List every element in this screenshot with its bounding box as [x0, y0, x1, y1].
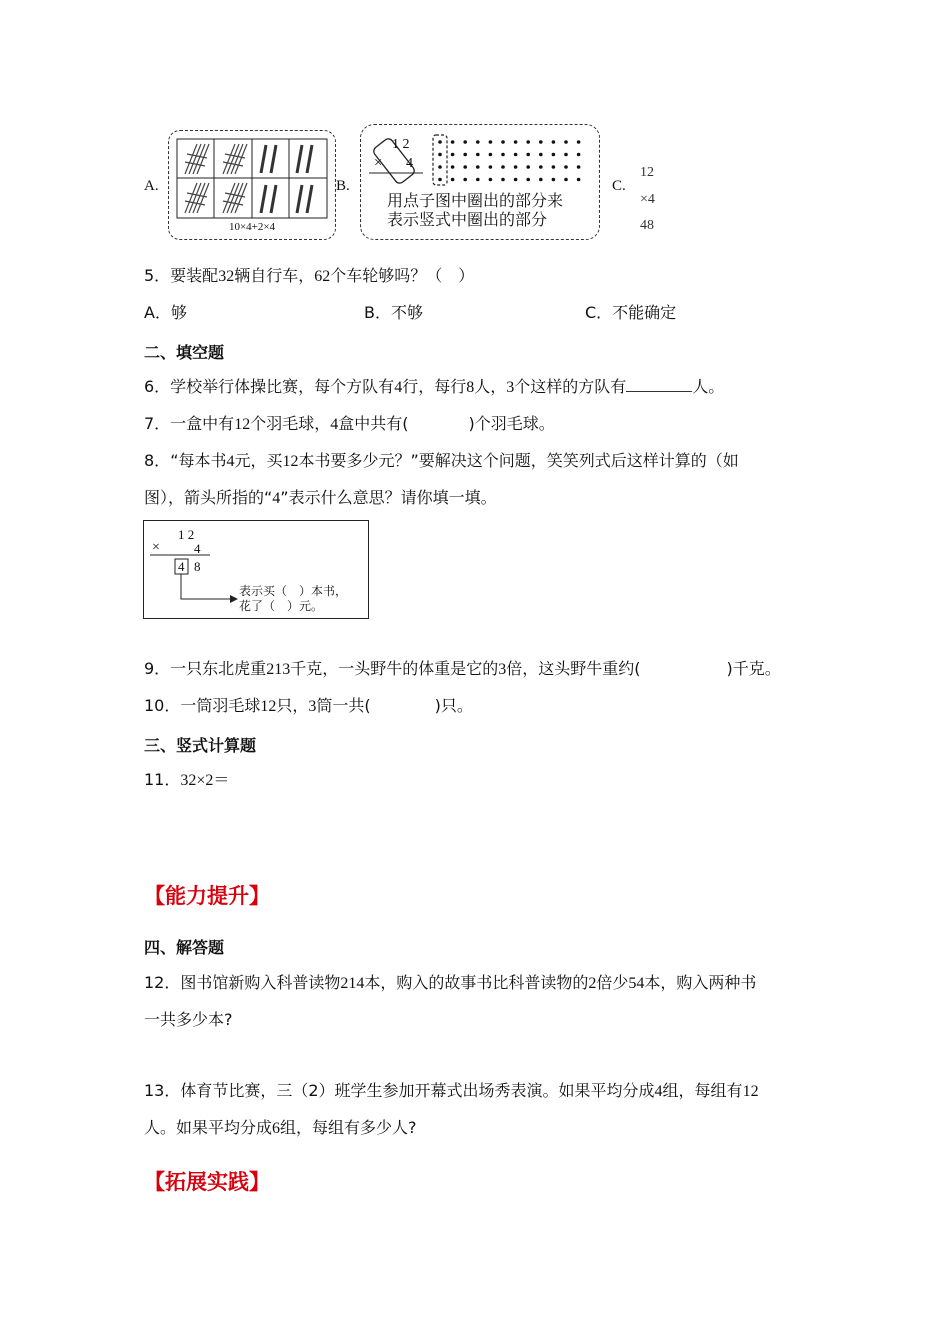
grid-dot — [552, 140, 556, 144]
grid-dot — [438, 165, 442, 169]
q8-fig-top: 1 2 — [178, 527, 195, 542]
grid-dot — [564, 140, 568, 144]
grid-dot — [438, 140, 442, 144]
grid-dot — [476, 165, 480, 169]
grid-dot — [514, 153, 518, 157]
grid-dot — [514, 165, 518, 169]
q5-option-b[interactable]: B．不够 — [364, 303, 423, 322]
option-a-figure — [168, 130, 336, 240]
section-3-title: 三、竖式计算题 — [144, 736, 257, 755]
question-7: 7．一盒中有12个羽毛球，4盒中共有( )个羽毛球。 — [144, 414, 555, 433]
question-6: 6．学校举行体操比赛，每个方队有4行，每行8人，3个这样的方队有 人。 — [144, 377, 725, 396]
q8-fig-op: × — [152, 540, 160, 555]
grid-dot — [539, 153, 543, 157]
question-5: 5．要装配32辆自行车，62个车轮够吗？（ ） — [144, 266, 475, 285]
grid-dot — [438, 153, 442, 157]
grid-dot — [552, 153, 556, 157]
question-10: 10．一筒羽毛球12只，3筒一共( )只。 — [144, 696, 473, 715]
c-vertical-top: 12 — [640, 165, 654, 180]
grid-dot — [489, 178, 493, 182]
b-vertical-top: 1 2 — [392, 137, 410, 152]
grid-dot — [501, 140, 505, 144]
grid-dot — [514, 178, 518, 182]
grid-dot — [577, 153, 581, 157]
grid-dot — [451, 165, 455, 169]
grid-dot — [552, 165, 556, 169]
grid-dot — [489, 140, 493, 144]
question-13-line2: 人。如果平均分成6组，每组有多少人? — [144, 1118, 417, 1137]
q5-option-a[interactable]: A．够 — [144, 303, 187, 322]
b-text-line1: 用点子图中圈出的部分来 — [387, 191, 564, 210]
grid-dot — [564, 178, 568, 182]
grid-dot — [552, 178, 556, 182]
grid-dot — [564, 153, 568, 157]
ability-title: 【能力提升】 — [144, 884, 270, 908]
question-8-line1: 8．“每本书4元，买12本书要多少元？”要解决这个问题，笑笑列式后这样计算的（如 — [144, 451, 739, 470]
grid-dot — [577, 140, 581, 144]
grid-dot — [577, 178, 581, 182]
option-c-label: C. — [612, 178, 626, 194]
grid-dot — [489, 153, 493, 157]
question-11: 11．32×2＝ — [144, 770, 230, 789]
grid-dot — [476, 178, 480, 182]
question-12-line2: 一共多少本? — [144, 1010, 233, 1029]
q8-fig-note2: 花了（ ）元。 — [239, 599, 324, 613]
expand-title: 【拓展实践】 — [144, 1170, 270, 1194]
grid-dot — [451, 140, 455, 144]
grid-dot — [489, 165, 493, 169]
grid-dot — [526, 165, 530, 169]
grid-dot — [451, 153, 455, 157]
c-vertical-result: 48 — [640, 218, 654, 233]
section-4-title: 四、解答题 — [144, 938, 225, 957]
b-vertical-bottom: 4 — [406, 156, 413, 171]
question-9: 9．一只东北虎重213千克，一头野牛的体重是它的3倍，这头野牛重约( )千克。 — [144, 659, 781, 678]
option-b-figure — [360, 124, 600, 240]
grid-dot — [564, 165, 568, 169]
q8-fig-bottom: 4 — [194, 541, 201, 556]
grid-dot — [438, 178, 442, 182]
grid-dot — [539, 178, 543, 182]
question-13-line1: 13．体育节比赛，三（2）班学生参加开幕式出场秀表演。如果平均分成4组，每组有12 — [144, 1081, 759, 1100]
grid-dot — [463, 165, 467, 169]
grid-dot — [463, 153, 467, 157]
grid-dot — [539, 140, 543, 144]
option-b-label: B. — [336, 178, 350, 194]
grid-dot — [526, 178, 530, 182]
c-vertical-op: ×4 — [640, 192, 655, 207]
question-8-line2: 图），箭头所指的“4”表示什么意思？请你填一填。 — [144, 488, 497, 507]
option-a-caption: 10×4+2×4 — [228, 221, 276, 233]
q8-fig-res-rest: 8 — [194, 559, 201, 574]
grid-dot — [501, 165, 505, 169]
b-text-line2: 表示竖式中圈出的部分 — [387, 210, 548, 229]
q8-fig-note1: 表示买（ ）本书， — [239, 584, 348, 598]
q8-figure — [143, 520, 369, 619]
q6-answer-blank[interactable] — [626, 377, 692, 392]
grid-dot — [501, 153, 505, 157]
grid-dot — [514, 140, 518, 144]
q5-option-c[interactable]: C．不能确定 — [585, 303, 677, 322]
q8-fig-res-boxed: 4 — [178, 559, 185, 574]
grid-dot — [476, 140, 480, 144]
grid-dot — [463, 140, 467, 144]
grid-dot — [577, 165, 581, 169]
grid-dot — [526, 140, 530, 144]
grid-dot — [476, 153, 480, 157]
grid-dot — [463, 178, 467, 182]
b-vertical-op: × — [374, 155, 383, 171]
option-a-label: A. — [144, 178, 159, 194]
question-12-line1: 12．图书馆新购入科普读物214本，购入的故事书比科普读物的2倍少54本，购入两种书 — [144, 973, 757, 992]
grid-dot — [526, 153, 530, 157]
section-2-title: 二、填空题 — [144, 343, 225, 362]
grid-dot — [451, 178, 455, 182]
grid-dot — [539, 165, 543, 169]
grid-dot — [501, 178, 505, 182]
